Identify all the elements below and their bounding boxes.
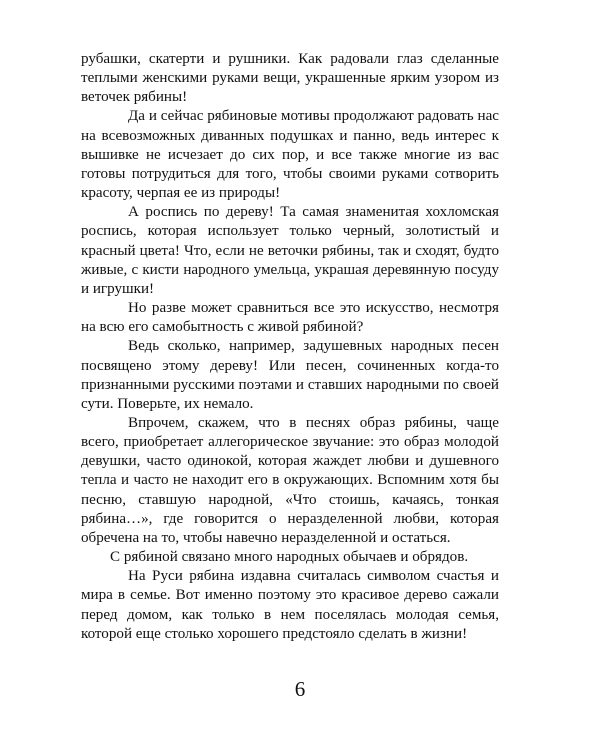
paragraph: Но разве может сравниться все это искусство, несмотря на всю его самобытность с живой рябиной? [81,300,499,336]
page-number: 6 [294,677,306,701]
paragraph: Да и сейчас рябиновые мотивы продолжают радовать нас на всевозможных диванных подушках и панно, ведь интерес к вышивке не исчезает до сих пор, и все также многие из вас готовы потрудиться для того, чтобы своими руками сотворить красоту, черпая ее из природы! [81,108,499,202]
body-text [81,50,499,644]
paragraph: Впрочем, скажем, что в песнях образ рябины, чаще всего, приобретает аллегорическое звучание: это образ молодой девушки, часто одинокой, которая жаждет любви и душевного тепла и часто не находит его в окружающих. Вспомним хотя бы песню, ставшую народной, «Что стоишь, качаясь, тонкая рябина…», где говорится о неразделенной любви, которая обречена на то, чтобы навечно неразделенной и остаться. [81,414,499,546]
paragraph: С рябиной связано много народных обычаев и обрядов. [110,549,469,566]
paragraph: А роспись по дереву! Та самая знаменитая хохломская роспись, которая использует только черный, золотистый и красный цвета! Что, если не веточки рябины, так и сходят, будто живые, с кисти народного умельца, украшая деревянную посуду и игрушки! [81,204,499,297]
paragraph: На Руси рябина издавна считалась символом счастья и мира в семье. Вот именно поэтому это красивое дерево сажали перед домом, как только в нем поселялась молодая семья, которой еще столько хорошего предстояло сделать в жизни! [81,568,499,642]
paragraph: Ведь сколько, например, задушевных народных песен посвящено этому дереву! Или песен, сочиненных когда-то признанными русскими поэтами и ставших народными по своей сути. Поверьте, их немало. [81,338,499,412]
paragraph: рубашки, скатерти и рушники. Как радовали глаз сделанные теплыми женскими руками вещи, украшенные ярким узором из веточек рябины! [81,51,499,106]
